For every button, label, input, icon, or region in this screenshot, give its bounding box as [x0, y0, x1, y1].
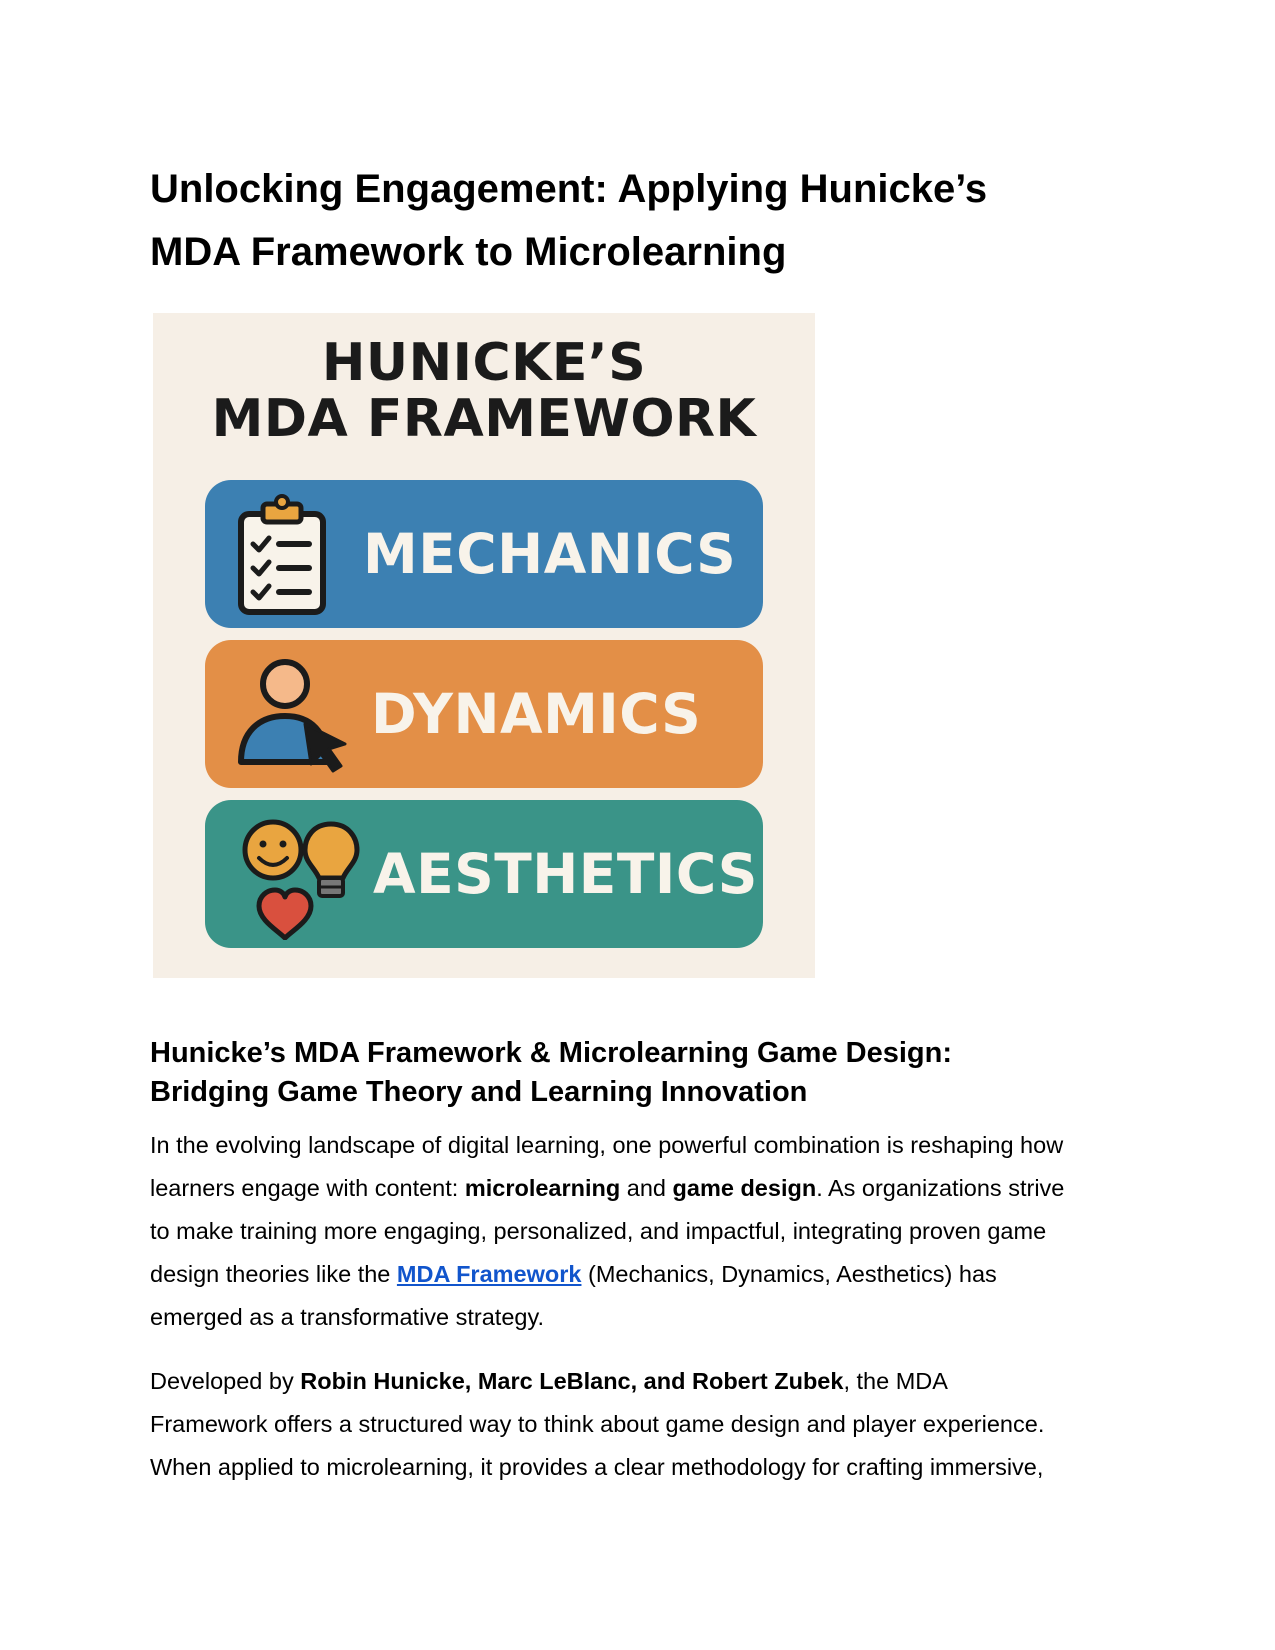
mechanics-band: [205, 480, 763, 628]
bold-author-names: Robin Hunicke, Marc LeBlanc, and Robert Zubek: [300, 1368, 844, 1394]
paragraph-intro: [150, 1124, 1150, 1339]
page-title: [150, 158, 1150, 284]
text-run: . As organizations strive: [816, 1175, 1065, 1201]
paragraph-intro-line: to make training more engaging, personalized, and impactful, integrating proven game: [150, 1218, 1047, 1244]
user-cursor-icon: [235, 654, 355, 774]
clipboard-checklist-icon: [235, 492, 331, 618]
paragraph-intro-line: In the evolving landscape of digital learning, one powerful combination is reshaping how: [150, 1132, 1064, 1158]
text-run: learners engage with content:: [150, 1175, 465, 1201]
section-heading-line-1: Hunicke’s MDA Framework & Microlearning Game Design:: [150, 1037, 952, 1069]
figure-title-line-1: HUNICKE’S: [321, 333, 647, 393]
section-heading: [150, 1034, 1150, 1112]
paragraph-intro-line: [150, 1167, 1150, 1210]
bold-term-game-design: game design: [672, 1175, 817, 1201]
page-title-line-1: Unlocking Engagement: Applying Hunicke’s: [150, 167, 988, 211]
text-run: , the MDA: [843, 1368, 948, 1394]
bold-term-microlearning: microlearning: [464, 1175, 621, 1201]
smiley-lightbulb-heart-icon: [241, 816, 371, 940]
page-title-line-2: MDA Framework to Microlearning: [150, 230, 787, 274]
text-run: design theories like the: [150, 1261, 397, 1287]
paragraph-developers-line: Framework offers a structured way to think about game design and player experience.: [150, 1411, 1045, 1437]
text-run: and: [620, 1175, 673, 1201]
mda-framework-link[interactable]: MDA Framework: [396, 1261, 582, 1287]
paragraph-developers: [150, 1360, 1150, 1489]
paragraph-developers-line: [150, 1360, 1150, 1403]
text-run: Developed by: [150, 1368, 301, 1394]
paragraph-intro-line: emerged as a transformative strategy.: [150, 1304, 545, 1330]
paragraph-intro-line: [150, 1253, 1150, 1296]
section-heading-line-2: Bridging Game Theory and Learning Innovation: [150, 1076, 808, 1108]
text-run: (Mechanics, Dynamics, Aesthetics) has: [581, 1261, 997, 1287]
dynamics-band: [205, 640, 763, 788]
mda-framework-figure: [153, 313, 815, 978]
figure-title-line-2: MDA FRAMEWORK: [211, 389, 757, 449]
paragraph-developers-line: When applied to microlearning, it provides a clear methodology for crafting immersive,: [150, 1454, 1044, 1480]
dynamics-label: DYNAMICS: [371, 682, 702, 746]
aesthetics-label: AESTHETICS: [373, 842, 758, 906]
mechanics-label: MECHANICS: [363, 522, 737, 586]
aesthetics-band: [205, 800, 763, 948]
